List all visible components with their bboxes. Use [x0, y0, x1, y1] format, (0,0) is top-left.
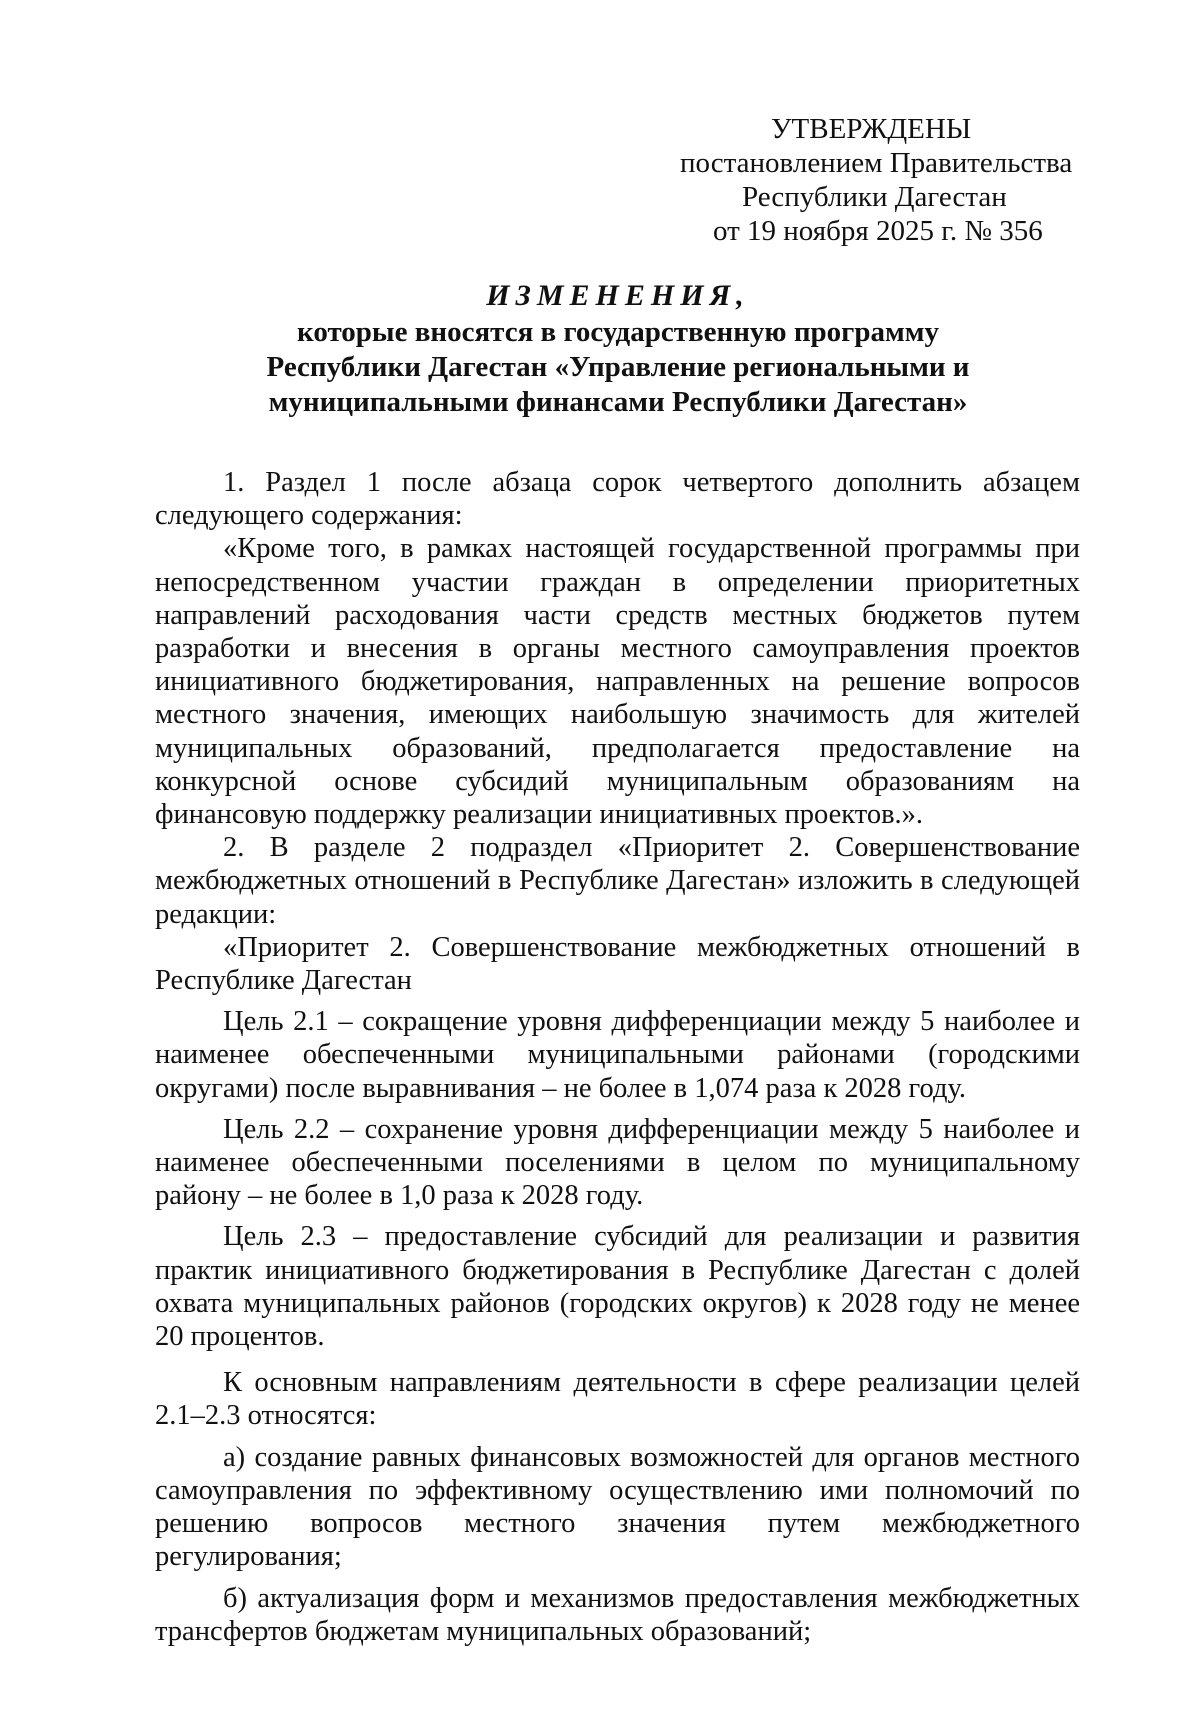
paragraph-priority-heading: «Приоритет 2. Совершенствование межбюджетных отношений в Республике Дагестан — [155, 931, 1080, 997]
approval-line-date-number: от 19 ноября 2025 г. № 356 — [713, 215, 1043, 247]
paragraph-direction-b: б) актуализация форм и механизмов предоставления межбюджетных трансфертов бюджетам муниципальных образований; — [155, 1582, 1080, 1647]
title-line-3: муниципальными финансами Республики Дагестан» — [268, 386, 968, 418]
paragraph-direction-a: а) создание равных финансовых возможностей для органов местного самоуправления по эффективному осуществлению ими полномочий по решению вопросов местного значения путем межбюджетного регулирования; — [155, 1441, 1080, 1573]
approval-line-authority: постановлением Правительства — [680, 147, 1073, 179]
paragraph-quote-initiative: «Кроме того, в рамках настоящей государственной программы при непосредственном участии граждан в определении приоритетных направлений расходования части средств местных бюджетов путем разработки и внесения в органы местного самоуправления проектов инициативного бюджетирования, направленных на решение вопросов местного значения, имеющих наибольшую значимость для жителей муниципальных образований, предполагается предоставление на конкурсной основе субсидий муниципальным образованиям на финансовую поддержку реализации инициативных проектов.». — [155, 533, 1080, 831]
paragraph-item-2: 2. В разделе 2 подраздел «Приоритет 2. Совершенствование межбюджетных отношений в Республике Дагестан» изложить в следующей редакции: — [155, 832, 1080, 930]
title-line-1: которые вносятся в государственную программу — [297, 316, 939, 348]
approval-heading: УТВЕРЖДЕНЫ — [771, 113, 972, 145]
approval-stamp — [600, 112, 1160, 248]
approval-line-region: Республики Дагестан — [742, 181, 1007, 213]
document-title — [150, 278, 1086, 420]
paragraph-goal-2-2: Цель 2.2 – сохранение уровня дифференциации между 5 наиболее и наименее обеспеченными поселениями в целом по муниципальному району – не более в 1,0 раза к 2028 году. — [155, 1113, 1080, 1212]
title-line-2: Республики Дагестан «Управление региональными и — [266, 351, 970, 383]
document-body — [155, 466, 1080, 1648]
paragraph-goal-2-3: Цель 2.3 – предоставление субсидий для реализации и развития практик инициативного бюджетирования в Республике Дагестан с долей охвата муниципальных районов (городских округов) к 2028 году не менее 20 процентов. — [155, 1221, 1080, 1353]
title-heading: ИЗМЕНЕНИЯ, — [486, 279, 750, 312]
paragraph-directions-intro: К основным направлениям деятельности в сфере реализации целей 2.1–2.3 относятся: — [155, 1367, 1080, 1432]
paragraph-item-1: 1. Раздел 1 после абзаца сорок четвертого дополнить абзацем следующего содержания: — [155, 467, 1080, 532]
paragraph-goal-2-1: Цель 2.1 – сокращение уровня дифференциации между 5 наиболее и наименее обеспеченными муниципальными районами (городскими округами) после выравнивания – не более в 1,074 раза к 2028 году. — [155, 1006, 1080, 1104]
